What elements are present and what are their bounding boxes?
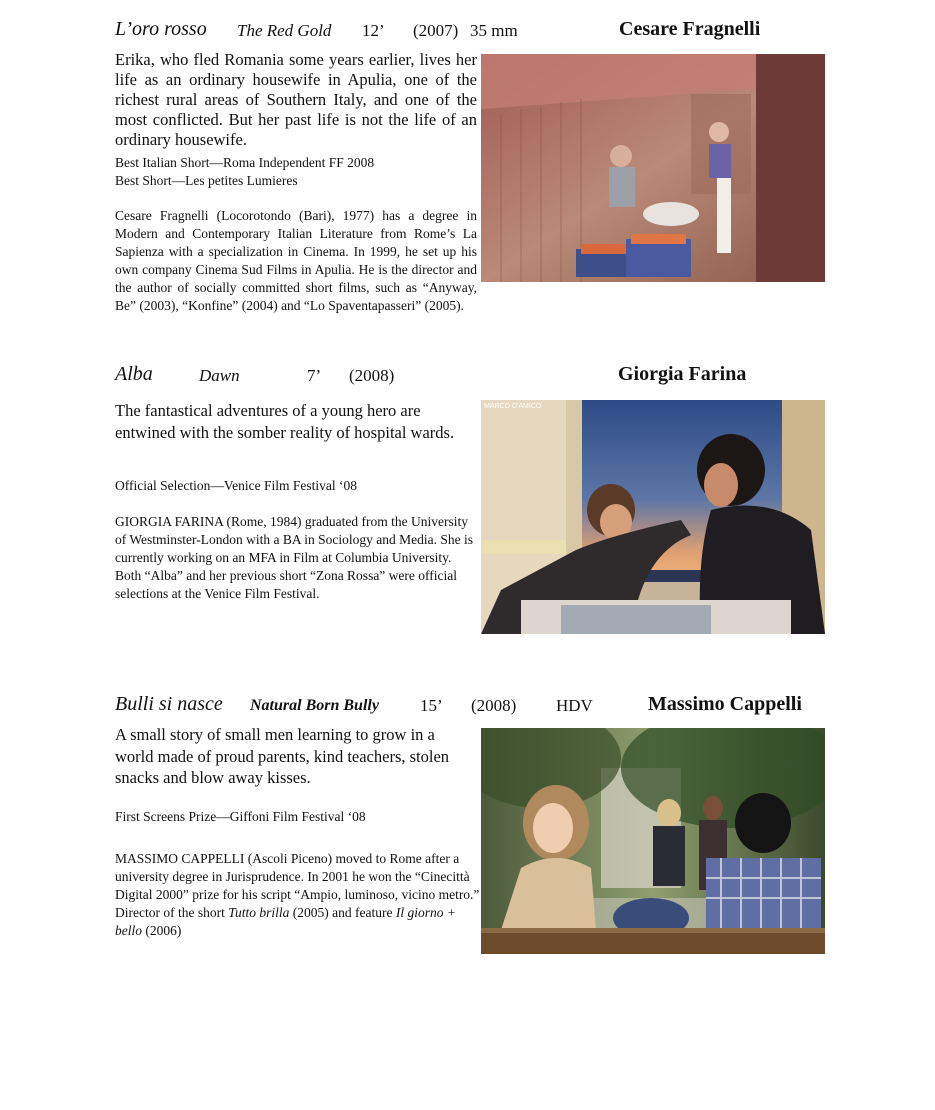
film-still-photo <box>481 728 825 954</box>
bio-text: (2005) and feature <box>289 905 396 920</box>
film-year: (2008) <box>471 696 517 715</box>
film-title: Alba <box>115 363 153 385</box>
film-director: Giorgia Farina <box>618 363 747 385</box>
film-format: HDV <box>556 696 593 715</box>
bio-text: (2006) <box>142 923 182 938</box>
award-item: First Screens Prize—Giffoni Film Festival ‘08 <box>115 809 366 824</box>
film-english-title: Dawn <box>199 366 240 385</box>
award-item: Best Short—Les petites Lumieres <box>115 173 298 188</box>
film-year: (2008) <box>349 366 395 385</box>
film-english-title: Natural Born Bully <box>250 697 379 714</box>
photo-watermark: MARCO D'AMICO <box>484 403 542 410</box>
film-awards <box>115 154 477 190</box>
film-title: Bulli si nasce <box>115 693 223 715</box>
film-header <box>0 693 935 721</box>
schoolyard-scene-image <box>481 728 825 954</box>
film-duration: 7’ <box>307 366 322 385</box>
film-director: Cesare Fragnelli <box>619 18 761 40</box>
bio-feature-title: Il giorno + bello <box>115 905 456 938</box>
film-synopsis: A small story of small men learning to grow in a world made of proud parents, kind teachers, stolen snacks and blow away kisses. <box>115 725 450 787</box>
film-format: 35 mm <box>470 21 518 40</box>
film-english-title: The Red Gold <box>237 21 332 40</box>
film-header <box>0 363 935 391</box>
film-title: L’oro rosso <box>115 18 207 40</box>
window-scene-image <box>481 400 825 634</box>
film-still-photo <box>481 54 825 282</box>
film-year: (2007) <box>413 21 459 40</box>
director-bio: Cesare Fragnelli (Locorotondo (Bari), 1977) has a degree in Modern and Contemporary Italian Literature from Rome’s La Sapienza with a specialization in Cinema. In 1999, he set up his own company Cinema Sud Films in Apulia. He is the director and the author of socially committed short films, such as “Anyway, Be” (2003), “Konfine” (2004) and “Lo Spaventapasseri” (2005). <box>115 208 477 313</box>
bio-text: MASSIMO CAPPELLI (Ascoli Piceno) moved to Rome after a university degree in Jurisprudence. In 2001 he won the “Cinecittà Digital 2000” prize for his script “Ampio, luminoso, vicino metro.” Director of the short <box>115 851 480 920</box>
film-header <box>0 18 935 46</box>
film-synopsis: Erika, who fled Romania some years earlier, lives her life as an ordinary housewife in Apulia, one of the richest rural areas of Southern Italy, and one of the most conflicted. But her past life is not the life of an ordinary housewife. <box>115 50 477 149</box>
award-item: Official Selection—Venice Film Festival ‘08 <box>115 478 357 493</box>
film-duration: 12’ <box>362 21 385 40</box>
warehouse-scene-image <box>481 54 825 282</box>
award-item: Best Italian Short—Roma Independent FF 2008 <box>115 155 375 170</box>
film-still-photo <box>481 400 825 634</box>
director-bio: GIORGIA FARINA (Rome, 1984) graduated from the University of Westminster-London with a BA in Sociology and Media. She is currently working on an MFA in Film at Columbia University. Both “Alba” and her previous short “Zona Rossa” were official selections at the Venice Film Festival. <box>115 514 473 601</box>
director-bio <box>115 850 483 940</box>
film-director: Massimo Cappelli <box>648 693 802 715</box>
bio-short-title: Tutto brilla <box>228 905 290 920</box>
film-synopsis: The fantastical adventures of a young hero are entwined with the somber reality of hospital wards. <box>115 401 455 442</box>
film-duration: 15’ <box>420 696 443 715</box>
film-awards <box>115 808 477 826</box>
film-awards <box>115 477 477 495</box>
